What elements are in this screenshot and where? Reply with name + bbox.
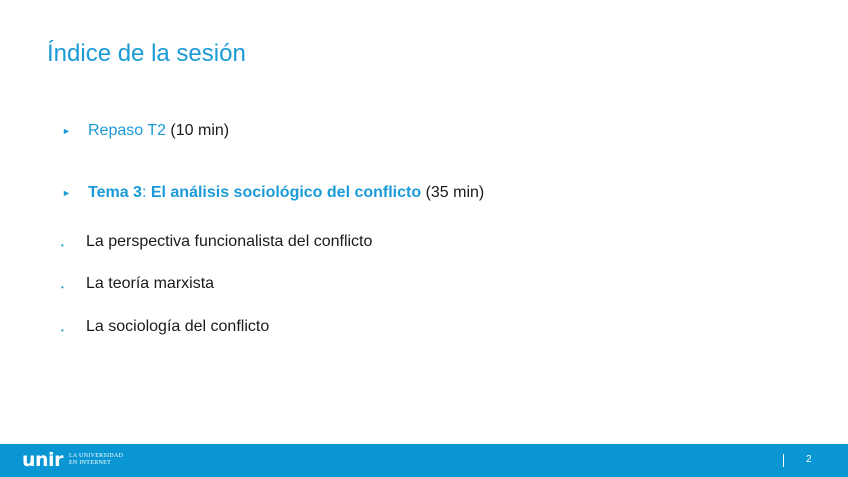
repaso-duration: (10 min) (165, 122, 230, 139)
repaso-link[interactable]: Repaso T2 (88, 122, 166, 139)
tema3-topic: El análisis sociológico del conflicto (150, 184, 422, 201)
tema3-label: Tema 3 (88, 184, 142, 201)
subitem-text: La teoría marxista (86, 275, 215, 292)
triangle-bullet-icon: ► (62, 126, 71, 136)
subitem-text: La perspectiva funcionalista del conflicto (86, 233, 373, 250)
slide-title: Índice de la sesión (47, 40, 246, 67)
unir-logo (22, 450, 123, 470)
dot-bullet-icon: • (61, 240, 64, 250)
bullet-tema3 (62, 184, 484, 202)
subitem (61, 318, 269, 336)
dot-bullet-icon: • (61, 325, 64, 335)
page-number: 2 (806, 454, 812, 465)
logo-wordmark: unir (22, 449, 63, 471)
subitem-text: La sociología del conflicto (86, 318, 270, 335)
dot-bullet-icon: • (61, 282, 64, 292)
footer-bar (0, 444, 848, 477)
triangle-bullet-icon: ► (62, 188, 71, 198)
bullet-repaso (62, 122, 229, 140)
footer-separator (783, 454, 784, 467)
logo-tagline: LA UNIVERSIDAD EN INTERNET (68, 453, 124, 466)
tema3-duration: (35 min) (421, 184, 485, 201)
tema3-separator: : (141, 184, 151, 201)
subitem (61, 275, 214, 293)
subitem (61, 233, 372, 251)
